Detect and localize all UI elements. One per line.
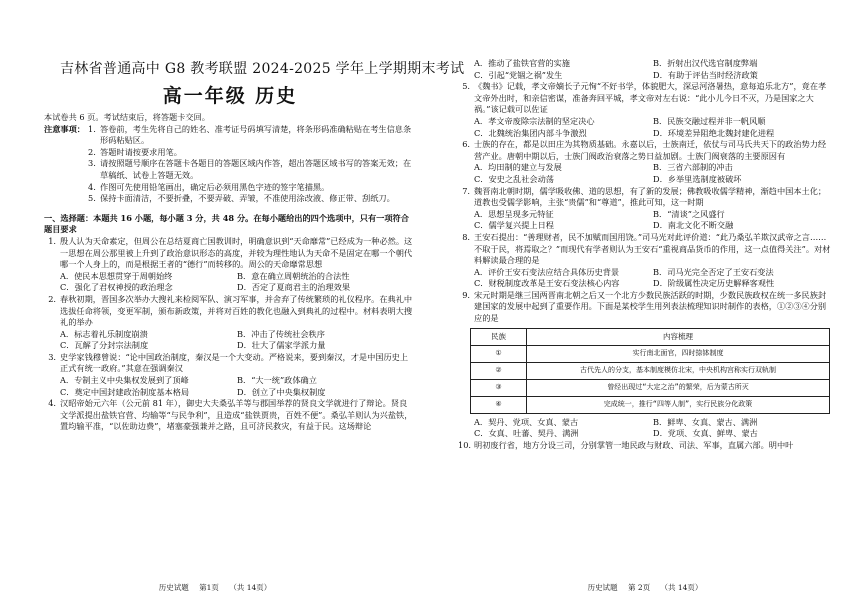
question-4 (44, 398, 414, 433)
option: C．强化了君权神授的政治理念 (60, 282, 173, 293)
footer-page: 第 2页 (627, 583, 651, 592)
option: B．“清谈”之风盛行 (653, 208, 725, 219)
question-text: 殷人认为天命素定，但周公在总结夏商亡国教训时，明确意识到“天命靡常”已经成为一种必然。这一思想在周公那里被上升到了政治意识形态的高度，并较为理性地认为天命不是固定在哪一个朝代哪一个人身上的，而是根据王者的“德行”而转移的。周公的天命靡常思想 (60, 235, 413, 270)
intro-text: 本试卷共 6 页。考试结束后，将答题卡交回。 (44, 112, 210, 122)
option: D．环境差异阻绝北魏封建化进程 (653, 127, 775, 138)
option: B．司马光完全否定了王安石变法 (653, 266, 774, 277)
option: A．使民本思想贯穿于周朝始终 (60, 270, 173, 281)
table-header-cell: 民族 (471, 328, 527, 345)
notes-heading: 注意事项： (44, 123, 85, 134)
question-text: 汉昭帝始元六年（公元前 81 年），御史大夫桑弘羊等与郡国举荐的贤良文学就进行了辩论。贤良文学派提出盐铁官营、均输等“与民争利”，且造成“盐铁贾贵，百姓不便”。桑弘羊则认为兴盐铁，置均输平准，“以佐助边费”，堵塞豪强兼并之路，且可济民救灾，有益于民。这场辩论 (60, 398, 413, 432)
question-number: 8. (462, 231, 470, 242)
note-number: 2. (88, 146, 96, 157)
question-9 (458, 290, 832, 325)
note-item (44, 193, 414, 205)
option: A．契丹、党项、女真、蒙古 (474, 416, 579, 427)
question-number: 2. (48, 293, 56, 304)
options (44, 329, 414, 352)
note-text: 答卷前，考生先将自己的姓名、准考证号码填写清楚，将条形码准确粘贴在考生信息条形码粘贴区。 (100, 123, 412, 146)
option: B．折射出汉代选官制度弊端 (653, 58, 758, 68)
page-footer-left (0, 582, 430, 594)
option: D．南北文化不断交融 (653, 220, 734, 231)
note-item (44, 124, 414, 147)
option: D．壮大了儒家学派力量 (237, 340, 326, 351)
footer-total: （共 14页） (229, 583, 272, 592)
option: D．否定了夏商君主的治理效果 (237, 282, 351, 293)
option: C．安史之乱社会动荡 (474, 173, 554, 184)
question-text: 魏晋南北朝时期，儒学吸收佛、道的思想，有了新的发展；佛教吸收儒学精神，渐趋中国本土化；道教也受儒学影响，主张“贵儒”和“尊道”，推此可知，这一时期 (474, 185, 827, 208)
left-body (44, 112, 414, 433)
question-2 (44, 294, 414, 329)
right-body (458, 58, 832, 451)
question-number: 1. (48, 235, 56, 246)
options (458, 267, 832, 290)
option: B．意在确立周朝统治的合法性 (237, 270, 350, 281)
table-cell: 完成统一，推行“四等人制”，实行民族分化政策 (527, 396, 830, 413)
footer-subject: 历史试题 (158, 583, 189, 592)
option: B．鲜卑、女真、蒙古、满洲 (653, 416, 758, 427)
table-cell: 曾经出现过“大定之治”的繁荣，后为蒙古所灭 (527, 379, 830, 396)
option: D．阶级属性决定历史解释客观性 (653, 278, 775, 289)
question-text: 士族的存在，都是以田庄为其物质基础。永嘉以后，士族南迁，依仗与司马氏共天下的政治势力经营产业。唐朝中期以后，士族门阀政治衰落之势日益加剧。士族门阀衰落的主要原因有 (474, 139, 827, 161)
table-cell: ④ (471, 396, 527, 413)
question-3 (44, 352, 414, 375)
note-number: 5. (88, 193, 96, 204)
note-text: 请按照题号顺序在答题卡各题目的答题区域内作答，超出答题区域书写的答案无效；在草稿纸、试卷上答题无效。 (100, 158, 412, 180)
option: C．引起“党锢之祸”发生 (474, 69, 563, 80)
table-row (471, 396, 830, 413)
note-number: 4. (88, 181, 96, 192)
question-text: 王安石提出：“善理财者，民不加赋而国用饶。”司马光对此评价道：“此乃桑弘羊欺汉武帝之言……不取于民，将焉取之？”而现代有学者则认为王安石“重视商品货币的作用，这一点值得关注”。对材料解读最合理的是 (474, 231, 831, 266)
note-item (44, 182, 414, 194)
question-7 (458, 186, 832, 209)
ethnic-groups-table (470, 328, 830, 414)
option: C．奠定中国封建政治制度基本格局 (60, 386, 190, 397)
question-text: 明初废行省，地方分设三司，分别掌管一地民政与财政、司法、军事，直属六部。明中叶 (474, 439, 794, 450)
question-number: 9. (462, 289, 470, 300)
table-header-row (471, 328, 830, 345)
question-number: 4. (48, 398, 56, 409)
table-cell: 实行南北面官，四时捺钵制度 (527, 345, 830, 362)
question-1 (44, 236, 414, 271)
option: D．乡举里选制度被破坏 (653, 173, 742, 184)
option: C．财税制度改革是王安石变法核心内容 (474, 278, 620, 289)
option: A．标志着礼乐制度崩溃 (60, 328, 148, 339)
option: C．瓦解了分封宗法制度 (60, 340, 149, 351)
note-number: 3. (88, 158, 96, 169)
table-cell: 古代先人的分支，基本制度模仿北宋，中央机构宫称实行双轨制 (527, 362, 830, 379)
question-number: 5. (462, 81, 470, 92)
page-right (430, 0, 860, 607)
question-text: 宋元时期是继三国两晋南北朝之后又一个北方少数民族活跃的时期，少数民族政权在统一多民族封建国家的发展中起到了重要作用。下面是某校学生用列表法梳理知识时制作的表格，①②③④分别应的是 (474, 289, 827, 324)
options (458, 209, 832, 232)
table-cell: ① (471, 345, 527, 362)
option: C．女真、吐蕃、契丹、满洲 (474, 428, 579, 439)
table-header-cell: 内容梳理 (527, 328, 830, 345)
option: B．民族交融过程并非一帆风顺 (653, 115, 766, 126)
option: B．冲击了传统社会秩序 (237, 328, 325, 339)
table-row (471, 379, 830, 396)
question-8 (458, 232, 832, 267)
note-item (44, 147, 414, 159)
options (44, 375, 414, 398)
note-text: 作图可先使用铅笔画出，确定后必须用黑色字迹的签字笔描黑。 (100, 181, 330, 192)
option: D．创立了中央集权制度 (237, 386, 326, 397)
option: A．均田制的建立与发展 (474, 162, 562, 173)
footer-total: （共 14页） (660, 583, 703, 592)
note-text: 答题时请按要求用笔。 (100, 146, 182, 157)
exam-subtitle: 高一年级 历史 (162, 85, 298, 107)
option: D．有助于评估当时经济政策 (653, 69, 758, 80)
option: B．三省六部制的冲击 (653, 162, 733, 173)
options (458, 116, 832, 139)
question-6 (458, 139, 832, 162)
footer-subject: 历史试题 (587, 583, 618, 592)
option: C．北魏统治集团内部斗争激烈 (474, 127, 587, 138)
question-number: 10. (458, 439, 472, 450)
option: D．党项、女真、鲜卑、蒙古 (653, 428, 758, 439)
question-text: 《魏书》记载，孝文帝嫡长子元恂“不好书学，体貌肥大，深忌河洛暑热，意每追乐北方”，竟在孝文帝外出时，和亲信密谋，准备奔回平城，孝文帝对左右说：“此小儿今日不灭，乃是国家之大祸。”该记载可以佐证 (474, 81, 827, 115)
question-text: 春秋初期，晋国多次举办大搜礼来检阅军队、演习军事，并舍弃了传统繁琐的礼仪程序。在典礼中选拔任命将领，变更军制，颁布新政策，并将对百姓的教化也融入到典礼的过程中。材料表明大搜礼的举办 (60, 293, 413, 328)
option: A．孝文帝废除宗法制的坚定决心 (474, 115, 595, 126)
question-10 (458, 440, 832, 452)
question-5 (458, 81, 832, 116)
question-text: 史学家钱穆曾说：“论中国政治制度，秦汉是一个大变动。严格说来，要到秦汉，才是中国历史上正式有统一政府。”其意在强调秦汉 (60, 351, 409, 374)
note-text: 保持卡面清洁，不要折叠，不要弄破、弄皱，不准使用涂改液、修正带、刮纸刀。 (100, 193, 395, 204)
table-cell: ② (471, 362, 527, 379)
option: A．评价王安石变法应结合具体历史背景 (474, 266, 620, 277)
table-row (471, 345, 830, 362)
question-number: 3. (48, 351, 56, 362)
exam-title: 吉林省普通高中 G8 教考联盟 2024-2025 学年上学期期末考试 (60, 61, 465, 77)
option: C．儒学复兴提上日程 (474, 220, 554, 231)
options (44, 271, 414, 294)
option: B．“大一统”政体确立 (237, 375, 317, 386)
option: A．专制主义中央集权发展到了顶峰 (60, 375, 189, 386)
options (458, 417, 832, 440)
section-heading: 一、选择题：本题共 16 小题，每小题 3 分，共 48 分。在每小题给出的四个选项中，只有一项符合题目要求 (44, 212, 409, 235)
table-row (471, 362, 830, 379)
option: A．思想呈现多元特征 (474, 208, 554, 219)
question-number: 6. (462, 139, 470, 150)
table-cell: ③ (471, 379, 527, 396)
options (458, 58, 832, 81)
page-footer-right (430, 582, 860, 594)
options (458, 162, 832, 185)
footer-page: 第1页 (199, 583, 219, 592)
option: A．推动了盐铁官营的实施 (474, 58, 570, 68)
note-item (44, 158, 414, 181)
question-number: 7. (462, 185, 470, 196)
note-number: 1. (88, 123, 96, 134)
